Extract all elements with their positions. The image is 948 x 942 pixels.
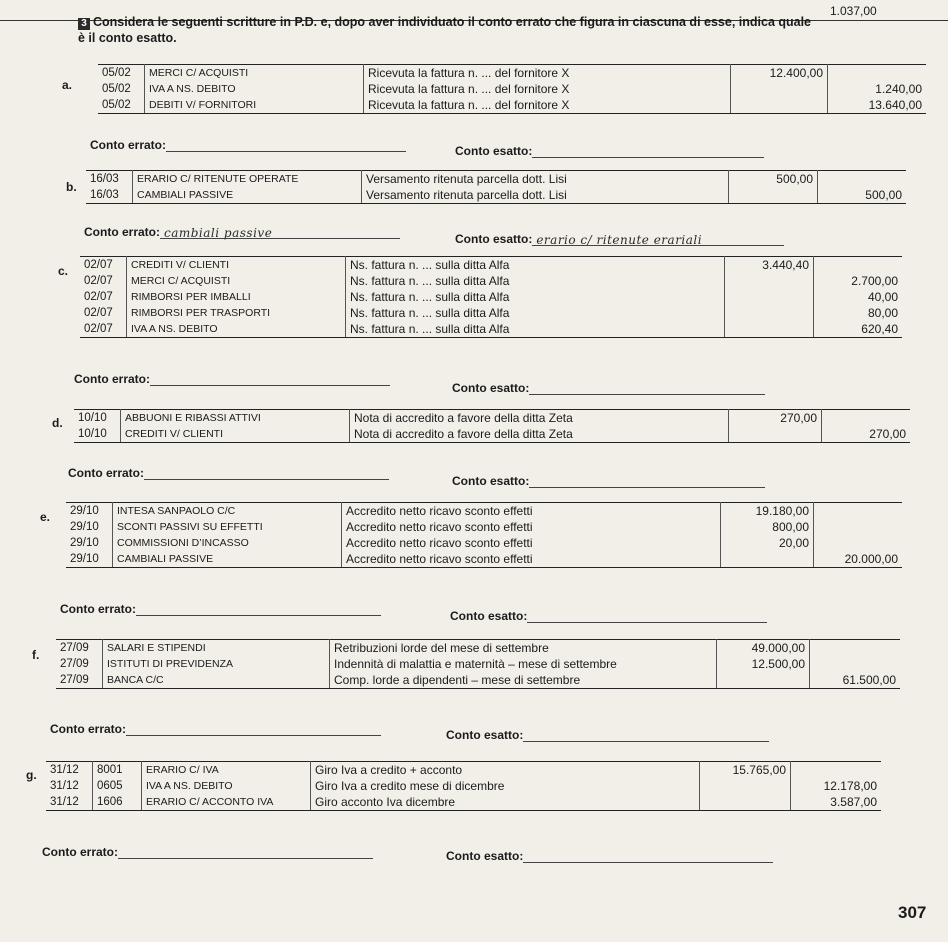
journal-entry-a	[98, 64, 926, 114]
table-row: 27/09 SALARI E STIPENDI Retribuzioni lorde del mese di settembre 49.000,00	[56, 640, 900, 657]
table-row: 29/10 COMMISSIONI D’INCASSO Accredito netto ricavo sconto effetti 20,00	[66, 535, 902, 551]
journal-entry-e	[66, 502, 902, 568]
wrong-answer-field[interactable]	[136, 603, 381, 616]
answer-line-a-wrong: Conto errato:	[90, 138, 406, 152]
answer-line-d-right: Conto esatto:	[452, 474, 765, 488]
handwritten-answer: cambiali passive	[164, 226, 273, 240]
exercise-letter-g: g.	[26, 768, 37, 782]
table-row: 05/02 MERCI C/ ACQUISTI Ricevuta la fattura n. ... del fornitore X 12.400,00	[98, 65, 926, 82]
exercise-letter-d: d.	[52, 416, 63, 430]
table-row: 05/02 DEBITI V/ FORNITORI Ricevuta la fattura n. ... del fornitore X 13.640,00	[98, 97, 926, 114]
answer-line-b-right: Conto esatto: erario c/ ritenute erariali	[455, 232, 784, 246]
table-row: 05/02 IVA A NS. DEBITO Ricevuta la fattura n. ... del fornitore X 1.240,00	[98, 81, 926, 97]
right-answer-field[interactable]	[523, 850, 773, 863]
table-row: 27/09 BANCA C/C Comp. lorde a dipendenti – mese di settembre 61.500,00	[56, 672, 900, 689]
answer-line-g-right: Conto esatto:	[446, 849, 773, 863]
table-row: 29/10 SCONTI PASSIVI SU EFFETTI Accredito netto ricavo sconto effetti 800,00	[66, 519, 902, 535]
header-amount: 1.037,00	[830, 4, 877, 18]
exercise-instructions	[78, 14, 818, 46]
handwritten-answer: erario c/ ritenute erariali	[536, 233, 703, 247]
answer-line-a-right: Conto esatto:	[455, 144, 764, 158]
exercise-letter-a: a.	[62, 78, 73, 92]
journal-entry-d	[74, 409, 910, 443]
exercise-letter-c: c.	[58, 264, 69, 278]
answer-line-b-wrong: Conto errato: cambiali passive	[84, 225, 400, 239]
table-row: 16/03 CAMBIALI PASSIVE Versamento ritenuta parcella dott. Lisi 500,00	[86, 187, 906, 204]
wrong-answer-field[interactable]	[118, 846, 373, 859]
page-number: 307	[898, 903, 927, 922]
table-row: 02/07 IVA A NS. DEBITO Ns. fattura n. ... sulla ditta Alfa 620,40	[80, 321, 902, 338]
answer-line-c-right: Conto esatto:	[452, 381, 765, 395]
answer-line-f-wrong: Conto errato:	[50, 722, 381, 736]
exercise-number-badge: 3	[78, 18, 90, 30]
answer-line-c-wrong: Conto errato:	[74, 372, 390, 386]
right-answer-field[interactable]	[523, 729, 769, 742]
wrong-answer-field[interactable]	[150, 373, 390, 386]
table-row: 27/09 ISTITUTI DI PREVIDENZA Indennità di malattia e maternità – mese di settembre 12.500,00	[56, 656, 900, 672]
right-answer-field[interactable]	[532, 145, 764, 158]
instructions-text: Considera le seguenti scritture in P.D. e, dopo aver individuato il conto errato che figura in ciascuna di esse, indica quale è il conto esatto.	[78, 15, 812, 45]
table-row: 31/12 8001 ERARIO C/ IVA Giro Iva a credito + acconto 15.765,00	[46, 762, 881, 779]
journal-entry-f	[56, 639, 900, 689]
right-answer-field[interactable]	[529, 475, 765, 488]
table-row: 16/03 ERARIO C/ RITENUTE OPERATE Versamento ritenuta parcella dott. Lisi 500,00	[86, 171, 906, 188]
answer-line-f-right: Conto esatto:	[446, 728, 769, 742]
answer-line-d-wrong: Conto errato:	[68, 466, 389, 480]
table-row: 10/10 ABBUONI E RIBASSI ATTIVI Nota di accredito a favore della ditta Zeta 270,00	[74, 410, 910, 427]
exercise-letter-b: b.	[66, 180, 77, 194]
wrong-answer-field[interactable]	[126, 723, 381, 736]
table-row: 29/10 INTESA SANPAOLO C/C Accredito netto ricavo sconto effetti 19.180,00	[66, 503, 902, 520]
table-row: 02/07 MERCI C/ ACQUISTI Ns. fattura n. ... sulla ditta Alfa 2.700,00	[80, 273, 902, 289]
journal-entry-b	[86, 170, 906, 204]
journal-entry-g	[46, 761, 881, 811]
table-row: 02/07 RIMBORSI PER IMBALLI Ns. fattura n. ... sulla ditta Alfa 40,00	[80, 289, 902, 305]
table-row: 31/12 1606 ERARIO C/ ACCONTO IVA Giro acconto Iva dicembre 3.587,00	[46, 794, 881, 811]
table-row: 31/12 0605 IVA A NS. DEBITO Giro Iva a credito mese di dicembre 12.178,00	[46, 778, 881, 794]
wrong-answer-field[interactable]	[160, 226, 400, 239]
wrong-answer-field[interactable]	[144, 467, 389, 480]
table-row: 02/07 RIMBORSI PER TRASPORTI Ns. fattura n. ... sulla ditta Alfa 80,00	[80, 305, 902, 321]
exercise-letter-e: e.	[40, 510, 51, 524]
answer-line-e-right: Conto esatto:	[450, 609, 767, 623]
answer-line-e-wrong: Conto errato:	[60, 602, 381, 616]
right-answer-field[interactable]	[532, 233, 784, 246]
journal-entry-c	[80, 256, 902, 338]
table-row: 02/07 CREDITI V/ CLIENTI Ns. fattura n. ... sulla ditta Alfa 3.440,40	[80, 257, 902, 274]
table-row: 29/10 CAMBIALI PASSIVE Accredito netto ricavo sconto effetti 20.000,00	[66, 551, 902, 568]
answer-line-g-wrong: Conto errato:	[42, 845, 373, 859]
wrong-answer-field[interactable]	[166, 139, 406, 152]
right-answer-field[interactable]	[527, 610, 767, 623]
right-answer-field[interactable]	[529, 382, 765, 395]
exercise-letter-f: f.	[32, 648, 40, 662]
table-row: 10/10 CREDITI V/ CLIENTI Nota di accredito a favore della ditta Zeta 270,00	[74, 426, 910, 443]
